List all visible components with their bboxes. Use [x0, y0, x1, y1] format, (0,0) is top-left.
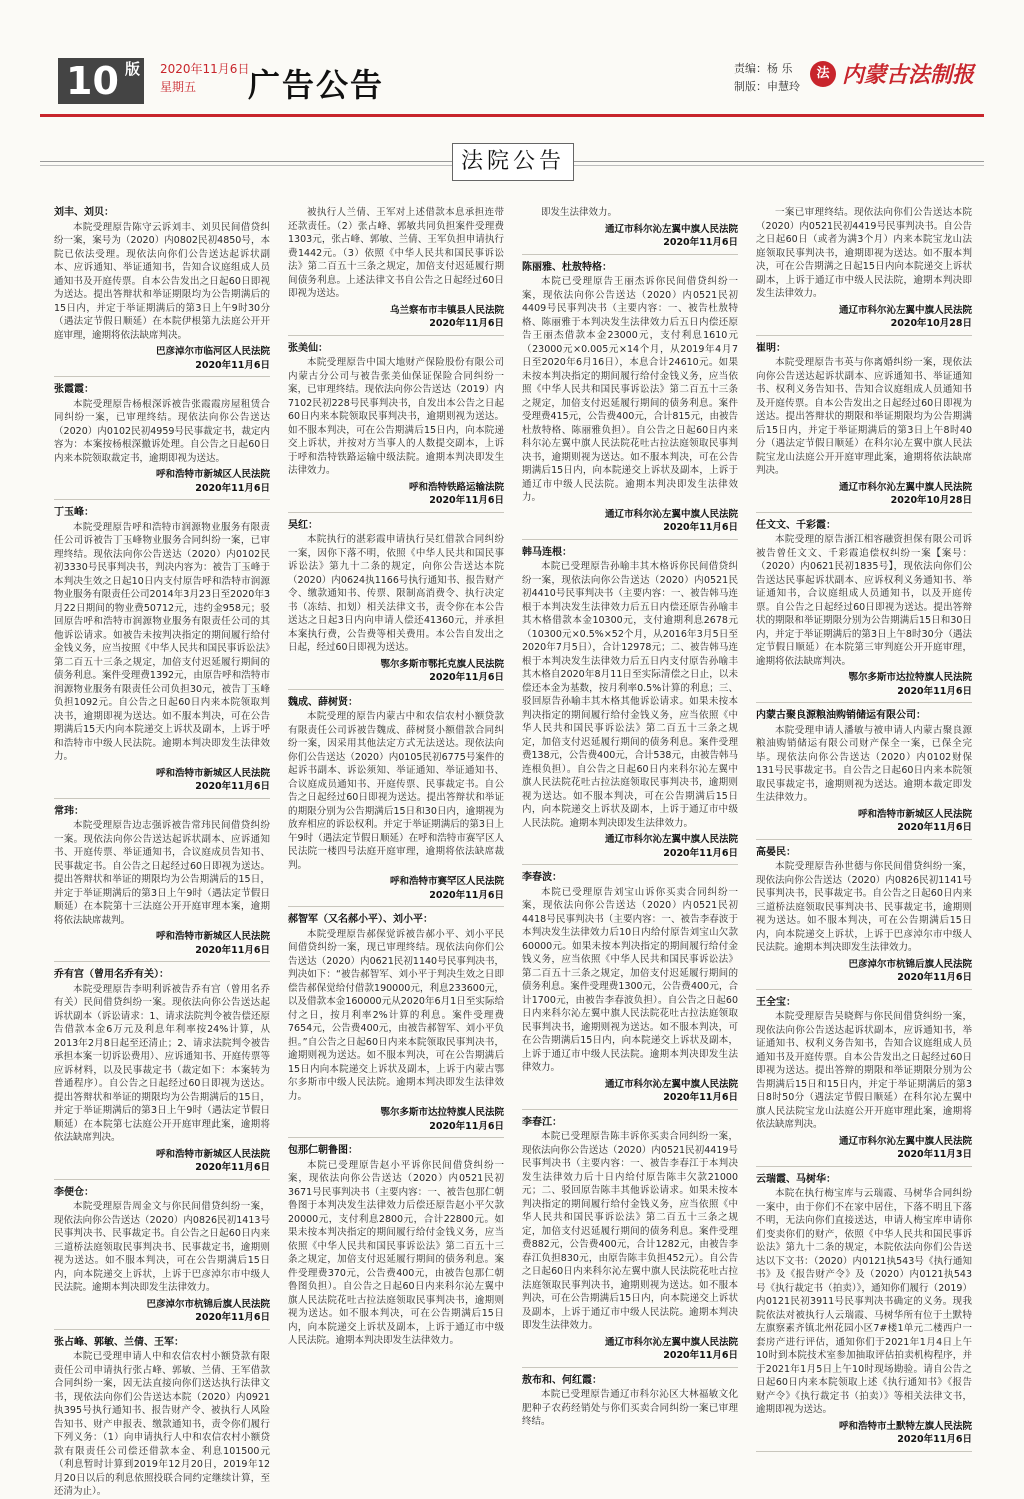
- court-notice: [54, 1186, 270, 1330]
- notice-date: 2020年11月6日: [897, 822, 972, 833]
- notice-addressee: 高晏民：: [756, 846, 796, 858]
- court-notice: [54, 1336, 270, 1499]
- court-notice: [522, 871, 738, 1110]
- notice-divider: [522, 1367, 738, 1368]
- court-notice: [288, 1144, 504, 1348]
- court-notice-banner: [40, 143, 984, 181]
- page-number-badge: [58, 58, 144, 104]
- notice-court: 鄂尔多斯市达拉特旗人民法院: [848, 672, 972, 683]
- notice-addressee: 乔有宫（曾用名乔有关）：: [54, 969, 169, 980]
- court-notice: [54, 206, 270, 377]
- logo-emblem-icon: 法: [810, 61, 836, 87]
- notice-divider: [288, 335, 504, 336]
- court-notice: [54, 383, 270, 500]
- notice-addressee: 崔明：: [756, 342, 786, 354]
- notice-divider: [522, 254, 738, 255]
- notice-court: 通辽市科尔沁左翼中旗人民法院: [604, 508, 738, 520]
- newspaper-logo: [810, 58, 974, 89]
- notice-court: 呼和浩特市新城区人民法院: [155, 469, 270, 480]
- notice-date: 2020年11月6日: [663, 522, 738, 533]
- notice-court: 通辽市科尔沁左翼中旗人民法院: [604, 1078, 738, 1090]
- notice-divider: [54, 961, 270, 962]
- notice-addressee: 王全宝：: [756, 996, 796, 1008]
- notice-body: 本院受理申请人潘敏与被申请人内蒙古聚良源粮油购销储运有限公司财产保全一案，已保全完毕。现依法向你公告送达（2020）内0102财保131号民事裁定书。自公告之日起60日内来本院领取民事裁定书，逾期则视为送达。逾期本裁定即发生法律效力。: [756, 724, 972, 803]
- court-notice: [756, 846, 972, 990]
- notice-court: 通辽市科尔沁左翼中旗人民法院: [604, 1336, 738, 1348]
- court-notice: [288, 206, 504, 336]
- court-notice: [756, 206, 972, 336]
- notice-court: 通辽市科尔沁左翼中旗人民法院: [838, 304, 972, 316]
- notice-divider: [756, 989, 972, 990]
- notice-addressee: 魏成、薛树贤：: [288, 696, 358, 708]
- notice-date: 2020年10月28日: [890, 318, 972, 329]
- notice-addressee: 刘丰、刘贝：: [54, 207, 114, 218]
- court-notice: [54, 968, 270, 1180]
- notice-addressee: 陈丽雅、杜敖特格：: [522, 261, 612, 273]
- notice-date: 2020年11月6日: [195, 482, 270, 494]
- notice-divider: [54, 798, 270, 799]
- editor-credits: [734, 60, 800, 96]
- notice-column-1: [54, 206, 270, 1497]
- notice-body: 本院已受理原告赵小平诉你民间借贷纠纷一案，现依法向你公告送达（2020）内0521民初3671号民事判决书（主要内容：一、被告包那仁朝鲁图于本判决发生法律效力后偿还原告赵小平欠款20000元，支付利息2800元，合计22800元。如果未按本判决指定的期间履行给付金钱义务，应当依照《中华人民共和国民事诉讼法》第二百五十三条之规定，加倍支付迟延履行期间的债务利息。案件受理费370元，公告费400元，由被告包那仁朝鲁图负担）。自公告之日起60日内来科尔沁左翼中旗人民法院花吐古拉法庭领取民事判决书，逾期则视为送达。如不服本判决，可在公告期满后15日内，向本院递交上诉状及副本，上诉于通辽市中级人民法院。逾期本判决即发生法律效力。: [288, 1159, 504, 1346]
- notice-court: 呼和浩特市土默特左旗人民法院: [838, 1420, 972, 1432]
- court-notice: [522, 206, 738, 255]
- notice-divider: [54, 1179, 270, 1180]
- notice-date: 2020年11月3日: [897, 1149, 972, 1160]
- notice-body: 本院在执行梅宝库与云瑞霞、马树华合同纠纷一案中，由于你们不在家中居住，下落不明且下落不明，无法向你们直接送达，申请人梅宝库申请你们变卖你们的财产，依照《中华人民共和国民事诉讼法》第九十二条的规定，本院依法向你们公告送达以下文书：（2020）内0121执543号《执行通知书》及《报告财产令》及（2020）内0121执543号《执行裁定书（拍卖）》，通知你们履行（2019）内0121民初3911号民事判决书确定的义务。现我院依法对被执行人云瑞霞、马树华所有位于土默特左旗察素齐镇北州花园小区7#楼1单元二楼西户一套房产进行评估，通知你们于2021年1月4日上午10时到本院技术室参加抽取评估拍卖机构程序，并于2021年1月5日上午10时现场勘验。请自公告之日起60日内来本院领取上述《执行通知书》《报告财产令》《执行裁定书（拍卖）》等相关法律文书，逾期即视为送达。: [756, 1188, 972, 1415]
- notice-addressee: 李春波：: [522, 872, 562, 883]
- page-suffix: 版: [124, 60, 140, 78]
- page-number: 10: [66, 59, 119, 103]
- notice-date: 2020年11月6日: [195, 781, 270, 792]
- banner-rule-right-2: [572, 165, 984, 166]
- notice-divider: [756, 512, 972, 513]
- notice-body: 本院受理原告周金文与你民间借贷纠纷一案，现依法向你公告送达（2020）内0826民初1413号民事判决书、民事裁定书。自公告之日起60日内来三道桥法庭领取民事判决书、民事裁定书，逾期则视为送达。如不服本判决，可在公告期满后15日内，向本院递交上诉状，上诉于巴彦淖尔市中级人民法院。逾期本判决即发生法律效力。: [54, 1201, 270, 1293]
- notice-date: 2020年11月6日: [429, 889, 504, 901]
- notice-date: 2020年11月6日: [663, 1350, 738, 1361]
- notice-court: 通辽市科尔沁左翼中旗人民法院: [604, 834, 738, 845]
- notice-court: 呼和浩特市新城区人民法院: [155, 1148, 270, 1160]
- notice-addressee: 常玮：: [54, 805, 84, 817]
- notice-body: 本院已受理原告通辽市科尔沁区大林福敏文化肥种子农药经销处与你们买卖合同纠纷一案已审理终结。: [522, 1389, 738, 1427]
- notice-body: 本院受理原告陈守云诉刘丰、刘贝民间借贷纠纷一案，案号为（2020）内0802民初4850号，本院已依法受理。现依法向你们公告送达起诉状副本、应诉通知、举证通知书，告知合议庭组成人员通知书及开庭传票。自本公告发出之日起60日即视为送达。提出答辩状和举证期限均为公告期满后的15日内，并定于举证期满后的第3日上午9时30分（遇法定节假日顺延）在本院伊根第九法庭公开开庭审理，逾期将依法缺席判决。: [54, 221, 270, 341]
- notice-divider: [522, 864, 738, 865]
- notice-date: 2020年11月6日: [663, 1092, 738, 1103]
- notice-body: 本院已受理原告陈丰诉你买卖合同纠纷一案，现依法向你公告送达（2020）内0521民初4419号民事判决书（主要内容：一、被告李春江于本判决发生法律效力后十日内给付原告陈丰欠款21000元；二、驳回原告陈丰其他诉讼请求。如果未按本判决指定的期间履行给付金钱义务，应当依照《中华人民共和国民事诉讼法》第二百五十三条之规定，加倍支付迟延履行期间的债务利息。案件受理费882元，公告费400元，合计1282元，由被告李春江负担830元，由原告陈丰负担452元）。自公告之日起60日内来科尔沁左翼中旗人民法院花吐古拉法庭领取民事判决书，逾期则视为送达。如不服本判决，可在公告期满后15日内，向本院递交上诉状及副本，上诉于通辽市中级人民法院。逾期本判决即发生法律效力。: [522, 1131, 738, 1331]
- notice-addressee: 韩马连根：: [522, 546, 572, 558]
- notice-date: 2020年11月6日: [195, 944, 270, 956]
- notice-divider: [54, 499, 270, 500]
- notice-date: 2020年11月6日: [195, 1312, 270, 1323]
- notice-divider: [756, 702, 972, 703]
- notice-date: 2020年11月6日: [429, 672, 504, 683]
- masthead: [40, 52, 984, 117]
- notice-addressee: 包那仁朝鲁图：: [288, 1145, 358, 1156]
- court-notice: [54, 506, 270, 799]
- notice-divider: [756, 1166, 972, 1167]
- court-notice: [288, 913, 504, 1138]
- banner-rule-left: [40, 161, 452, 162]
- notice-court: 乌兰察布市丰镇县人民法院: [389, 304, 504, 316]
- notice-addressee: 丁玉峰：: [54, 507, 94, 518]
- notice-column-2: [288, 206, 504, 1468]
- notice-body: 本院已受理原告刘宝山诉你买卖合同纠纷一案，现依法向你公告送达（2020）内0521民初4418号民事判决书（主要内容：一、被告李春波于本判决发生法律效力后10日内给付原告刘宝山欠款60000元。如果未按本判决指定的期间履行给付金钱义务，应当依照《中华人民共和国民事诉讼法》第二百五十三条之规定，加倍支付迟延履行期间的债务利息。案件受理费1300元，公告费400元，合计1700元，由被告李春波负担）。自公告之日起60日内来科尔沁左翼中旗人民法院花吐古拉法庭领取民事判决书，逾期则视为送达。如不服本判决，可在公告期满后15日内，向本院递交上诉状及副本，上诉于通辽市中级人民法院。逾期本判决即发生法律效力。: [522, 886, 738, 1073]
- court-notice: [288, 519, 504, 690]
- notice-columns: [54, 206, 974, 1497]
- notice-divider: [522, 539, 738, 540]
- notice-divider: [288, 1137, 504, 1138]
- notice-body: 本院受理原告边志强诉被告常玮民间借贷纠纷一案。现依法向你公告送达起诉状副本、应诉通知书、开庭传票、举证通知书，合议庭成员告知书、民事裁定书。自公告之日起经过60日即视为送达。提出答辩状和举证的期限均为公告期满后的15日，并定于举证期满后的第3日上午9时（遇法定节假日顺延）在本院第十三法庭公开开庭审理本案，逾期将依法缺席裁判。: [54, 820, 270, 926]
- court-notice: [522, 1116, 738, 1368]
- notice-court: 鄂尔多斯市达拉特旗人民法院: [380, 1107, 504, 1118]
- issue-date: 2020年11月6日: [160, 62, 250, 76]
- notice-date: 2020年10月28日: [890, 495, 972, 506]
- notice-date: 2020年11月6日: [429, 495, 504, 506]
- notice-court: 呼和浩特市赛罕区人民法院: [389, 876, 504, 887]
- notice-body: 本院已受理原告孙喻丰其木格诉你民间借贷纠纷一案，现依法向你公告送达（2020）内0521民初4410号民事判决书（主要内容：一、被告韩马连根于本判决发生法律效力后五日内偿还原告孙喻丰其木格借款本金10300元，支付逾期利息2678元（10300元×0.5%×52个月，从2016年3月5日至2020年7月5日），合计12978元；二、被告韩马连根于本判决发生法律效力后五日内支付原告孙喻丰其木格自2020年8月11日至实际清偿之日止，以未偿还本金为基数，按月利率0.5%计算的利息；三、驳回原告孙喻丰其木格其他诉讼请求。如果未按本判决指定的期间履行给付金钱义务，应当依照《中华人民共和国民事诉讼法》第二百五十三条之规定，加倍支付迟延履行期间的债务利息。案件受理费138元，公告费400元，合计538元，由被告韩马连根负担）。自公告之日起60日内来科尔沁左翼中旗人民法院花吐古拉法庭领取民事判决书，逾期则视为送达。如不服本判决，可在公告期满后15日内，向本院递交上诉状及副本，上诉于通辽市中级人民法院。逾期本判决即发生法律效力。: [522, 561, 738, 829]
- notice-divider: [54, 376, 270, 377]
- notice-body: 本院受理原告呼和浩特市润源物业服务有限责任公司诉被告丁玉峰物业服务合同纠纷一案，已审理终结。现依法向你公告送达（2020）内0102民初3330号民事判决书，判决内容为：被告丁玉峰于本判决生效之日起10日内支付原告呼和浩特市润源物业服务有限责任公司2014年3月23日至2020年3月22日期间的物业费50712元，违约金958元；驳回原告呼和浩特市润源物业服务有限责任公司的其他诉讼请求。如被告未按判决指定的期间履行给付金钱义务，应当按照《中华人民共和国民事诉讼法》第二百五十三条之规定，加倍支付迟延履行期间的债务利息。案件受理费1392元，由原告呼和浩特市润源物业服务有限责任公司负担30元，被告丁玉峰负担1092元。自公告之日起60日内来本院领取判决书，逾期即视为送达。如不服本判决，可在公告期满后15天内向本院递交上诉状及副本，上诉于呼和浩特市中级人民法院。逾期本判决即发生法律效力。: [54, 521, 270, 762]
- notice-addressee: 李便仓：: [54, 1186, 94, 1198]
- notice-body: 本院受理的原告内蒙古中和农信农村小额贷款有限责任公司诉被告魏成、薛树贤小额借款合同纠纷一案，因采用其他法定方式无法送达。现依法向你们公告送达（2020）内0105民初6775号案件的起诉书副本、诉讼须知、举证通知、举证通知书、合议庭成员通知书、开庭传票、民事裁定书。自公告之日起经过60日即视为送达。提出答辩状和举证的期限分别为公告期满后15日和30日内，逾期视为放弃相应的诉讼权利。并定于举证期满后的第3日上午9时（遇法定节假日顺延）在呼和浩特市赛罕区人民法院一楼四号法庭开庭审理，逾期将依法缺席裁判。: [288, 711, 504, 871]
- notice-addressee: 云瑞霞、马树华：: [756, 1173, 836, 1185]
- notice-body: 即发生法律效力。: [541, 207, 618, 218]
- notice-addressee: 郝智军（又名郝小平）、刘小平：: [288, 914, 433, 925]
- notice-body: 本院受理原告郝保觉诉被告郝小平、刘小平民间借贷纠纷一案，现已审理终结。现依法向你们公告送达（2020）内0621民初1140号民事判决书，判决如下：“被告郝智军、刘小平于判决生效之日即偿告郝保觉给付借款190000元，利息233600元，以及借款本金160000元从2020年6月1日至实际给付之日，按月利率2%计算的利息。案件受理费7654元，公告费400元，由被告郝智军、刘小平负担。”自公告之日起60日内来本院领取民事判决书，逾期则视为送达。如不服本判决，可在公告期满后15日内向本院递交上诉状及副本，上诉于内蒙古鄂尔多斯市中级人民法院。逾期本判决即发生法律效力。: [288, 928, 504, 1102]
- court-notice: [756, 519, 972, 704]
- notice-body: 本院受理原告李明利诉被告乔有宫（曾用名乔有关）民间借贷纠纷一案。现依法向你公告送达起诉状副本（诉讼请求：1、请求法院判令被告偿还原告借款本金6万元及利息年利率按24%计算，从2013年2月8日起至还清止；2、请求法院判令被告承担本案一切诉讼费用）、应诉通知书、开庭传票等应诉材料，以及民事裁定书（裁定如下：本案转为普通程序）。自公告之日起经过60日即视为送达。提出答辩状和举证的期限均为公告期满后的15日，并定于举证期满后的第3日上午9时（遇法定节假日顺延）在本院第七法庭公开开庭审理此案，逾期将依法缺席判决。: [54, 983, 270, 1143]
- court-notice: [756, 1173, 972, 1452]
- court-notice: [288, 342, 504, 513]
- notice-body: 本院受理的原告浙江相容融资担保有限公司诉被告曾任文文、千彩霞追偿权纠纷一案【案号：（2020）内0621民初1835号】，现依法向你们公告送达民事起诉状副本、应诉权利义务通知书、举证通知书，合议庭组成人员通知书，以及开庭传票。自公告之日起经过60日即视为送达。提出答辩状的期限和举证期限分别为公告期满后15日和30日内，并定于举证期满后的第3日上午8时30分（遇法定节假日顺延）在本院第三审判庭公开开庭审理，逾期将依法缺席判决。: [756, 534, 972, 667]
- court-notice: [756, 709, 972, 840]
- notice-date: 2020年11月6日: [195, 1162, 270, 1173]
- notice-date: 2020年11月6日: [663, 847, 738, 859]
- court-notice: [54, 805, 270, 963]
- notice-court: 呼和浩特市新城区人民法院: [155, 767, 270, 779]
- notice-divider: [756, 335, 972, 336]
- notice-divider: [288, 512, 504, 513]
- notice-date: 2020年11月6日: [195, 359, 270, 371]
- notice-addressee: 任文文、千彩霞：: [756, 519, 836, 531]
- notice-date: 2020年11月6日: [897, 685, 972, 697]
- notice-addressee: 张占峰、郭敏、兰倩、王军：: [54, 1336, 184, 1348]
- notice-addressee: 吴红：: [288, 519, 318, 531]
- notice-court: 通辽市科尔沁左翼中旗人民法院: [604, 223, 738, 235]
- notice-court: 巴彦淖尔市杭锦后旗人民法院: [848, 958, 972, 970]
- issue-weekday: 星期五: [160, 80, 197, 94]
- notice-body: 本院已受理申请人中和农信农村小额贷款有限责任公司申请执行张占峰、郭敏、兰倩、王军借款合同纠纷一案，因无法直接向你们送达执行法律文书，现依法向你们公告送达本院（2020）内0921执395号执行通知书、报告财产令、被执行人风险告知书、财产申报表、缴款通知书，责令你们履行下列义务：（1）向申请执行人中和农信农村小额贷款有限责任公司偿还借款本金、利息101500元（利息暂时计算到2019年12月20日，2019年12月20日以后的利息依照投联合同约定继续计算，至还清为止）。: [54, 1351, 270, 1497]
- notice-court: 呼和浩特铁路运输法院: [408, 481, 504, 493]
- notice-body: 本院已受理原告王丽杰诉你民间借贷纠纷一案，现依法向你公告送达（2020）内0521民初4409号民事判决书（主要内容：一、被告杜敖特格、陈丽雅于本判决发生法律效力后五日内偿还原告王丽杰借款本金23000元，支付利息1610元（23000元×0.005元×14个月，从2019年4月7日至2020年6月16日），本息合计24610元。如果未按本判决指定的期间履行给付金钱义务，应当依照《中华人民共和国民事诉讼法》第二百五十三条之规定，加倍支付迟延履行期间的债务利息。案件受理费415元，公告费400元，合计815元，由被告杜敖特格、陈丽雅负担）。自公告之日起60日内来科尔沁左翼中旗人民法院花吐古拉法庭领取民事判决书，逾期则视为送达。如不服本判决，可在公告期满后15日内，向本院递交上诉状及副本，上诉于通辽市中级人民法院。逾期本判决即发生法律效力。: [522, 276, 738, 503]
- notice-court: 巴彦淖尔市临河区人民法院: [155, 346, 270, 357]
- notice-court: 通辽市科尔沁左翼中旗人民法院: [838, 1135, 972, 1147]
- notice-date: 2020年11月6日: [897, 1434, 972, 1445]
- section-title: 广告公告: [248, 66, 385, 104]
- notice-divider: [288, 906, 504, 907]
- notice-addressee: 张美仙：: [288, 342, 328, 354]
- banner-rule-left-2: [40, 165, 452, 166]
- logo-text: 内蒙古法制报: [842, 62, 975, 88]
- notice-court: 巴彦淖尔市杭锦后旗人民法院: [146, 1298, 270, 1310]
- notice-date: 2020年11月6日: [897, 972, 972, 983]
- notice-divider: [522, 1109, 738, 1110]
- notice-divider: [756, 839, 972, 840]
- notice-body: 本院受理原告孙世德与你民间借贷纠纷一案，现依法向你公告送达（2020）内0826民初1141号民事判决书，民事裁定书。自公告之日起60日内来三道桥法庭领取民事判决书、民事裁定书，逾期则视为送达。如不服本判决，可在公告期满后15日内，向本院递交上诉状，上诉于巴彦淖尔市中级人民法院。逾期本判决即发生法律效力。: [756, 861, 972, 953]
- notice-body: 本院执行的湛彩霞申请执行吴红借款合同纠纷一案，因你下落不明，依照《中华人民共和国民事诉讼法》第九十二条的规定，向你公告送达本院（2020）内0624执1166号执行通知书、报告财产令、缴款通知书、传票、限制高消费令、执行决定书（冻结、扣划）相关法律文书，责令你在本公告送达之日起3日内向申请人偿还41360元，并承担本案执行费，公告费等相关费用。本公告自发出之日起，经过60日即视为送达。: [288, 534, 504, 653]
- notice-column-4: [756, 206, 972, 1468]
- court-notice: [522, 261, 738, 540]
- notice-date: 2020年11月6日: [663, 237, 738, 248]
- court-notice: [756, 996, 972, 1167]
- notice-addressee: 张霞霞：: [54, 384, 94, 395]
- notice-addressee: 敖布和、何红霞：: [522, 1374, 602, 1386]
- banner-title: 法院公告: [452, 143, 574, 181]
- notice-court: 呼和浩特市新城区人民法院: [155, 931, 270, 942]
- notice-column-3: [522, 206, 738, 1468]
- notice-body: 本院受理原告吴晓辉与你民间借贷纠纷一案，现依法向你公告送达起诉状副本，应诉通知书，举证通知书、权利义务告知书，告知合议庭组成人员通知书及开庭传票。自本公告发出之日起经过60日即视为送达。提出答辩的期限和举证期限分别为公告期满后15日和15日内，并定于举证期满后的第3日8时50分（遇法定节假日顺延）在科尔沁左翼中旗人民法院宝龙山法庭公开开庭审理此案，逾期将依法缺席判决。: [756, 1011, 972, 1130]
- notice-body: 本院受理原告中国大地财产保险股份有限公司内蒙古分公司与被告张美仙保证保险合同纠纷一案，已审理终结。现依法向你公告送达（2019）内7102民初228号民事判决书，自发出本公告之日起60日内来本院领取民事判决书，逾期则视为送达。如不服本判决，可在公告期满后15日内，向本院递交上诉状，并按对方当事人的人数提交副本，上诉于呼和浩特铁路运输中级法院。逾期本判决即发生法律效力。: [288, 357, 504, 476]
- notice-addressee: 内蒙古聚良源粮油购销储运有限公司：: [756, 710, 926, 721]
- issue-date-block: [160, 60, 249, 96]
- notice-body: 被执行人兰倩、王军对上述借款本息承担连带还款责任。（2）张占峰、郭敏共同负担案件受理费1303元，张占峰、郭敏、兰倩、王军负担申请执行费1442元。（3）依照《中华人民共和国民事诉讼法》第二百五十三条之规定，加倍支付迟延履行期间债务利息。上述法律文书自公告之日起经过60日即视为送达。: [288, 207, 504, 299]
- notice-court: 鄂尔多斯市鄂托克旗人民法院: [380, 658, 504, 670]
- court-notice: [288, 696, 504, 908]
- notice-divider: [756, 1451, 972, 1452]
- court-notice: [522, 546, 738, 866]
- editor-name: 责编：杨 乐: [734, 62, 793, 75]
- notice-divider: [288, 689, 504, 690]
- notice-court: 呼和浩特市新城区人民法院: [857, 808, 972, 820]
- notice-body: 本院受理原告杨根深诉被告张霞霞房屋租赁合同纠纷一案，已审理终结。现依法向你公告送达（2020）内0102民初4959号民事裁定书，裁定内容为：本案按杨根深撤诉处理。自公告之日起60日内来本院领取裁定书，逾期即视为送达。: [54, 398, 270, 464]
- court-notice: [522, 1374, 738, 1429]
- notice-addressee: 李春江：: [522, 1116, 562, 1128]
- notice-divider: [54, 1329, 270, 1330]
- notice-date: 2020年11月6日: [429, 1120, 504, 1132]
- notice-date: 2020年11月6日: [429, 318, 504, 329]
- banner-rule-right: [572, 161, 984, 162]
- producer-name: 制版：申慧玲: [734, 80, 800, 93]
- court-notice: [756, 342, 972, 513]
- notice-court: 通辽市科尔沁左翼中旗人民法院: [838, 481, 972, 493]
- notice-body: 本院受理原告韦英与你离婚纠纷一案，现依法向你公告送达起诉状副本、应诉通知书、举证通知书、权利义务告知书、告知合议庭组成人员通知书及开庭传票。自本公告发出之日起经过60日即视为送达。提出答辩状的期限和举证期限均为公告期满后15日内，并定于举证期满后的第3日上午8时40分（遇法定节假日顺延）在科尔沁左翼中旗人民法院宝龙山法庭公开开庭审理此案，逾期将依法缺席判决。: [756, 357, 972, 476]
- notice-body: 一案已审理终结。现依法向你们公告送达本院（2020）内0521民初4419号民事判决书。自公告之日起60日（或者为满3个月）内来本院宝龙山法庭领取民事判决书，逾期即视为送达。如不服本判决，可在公告期满之日起15日内向本院递交上诉状副本，上诉于通辽市中级人民法院，逾期本判决即发生法律效力。: [756, 207, 972, 299]
